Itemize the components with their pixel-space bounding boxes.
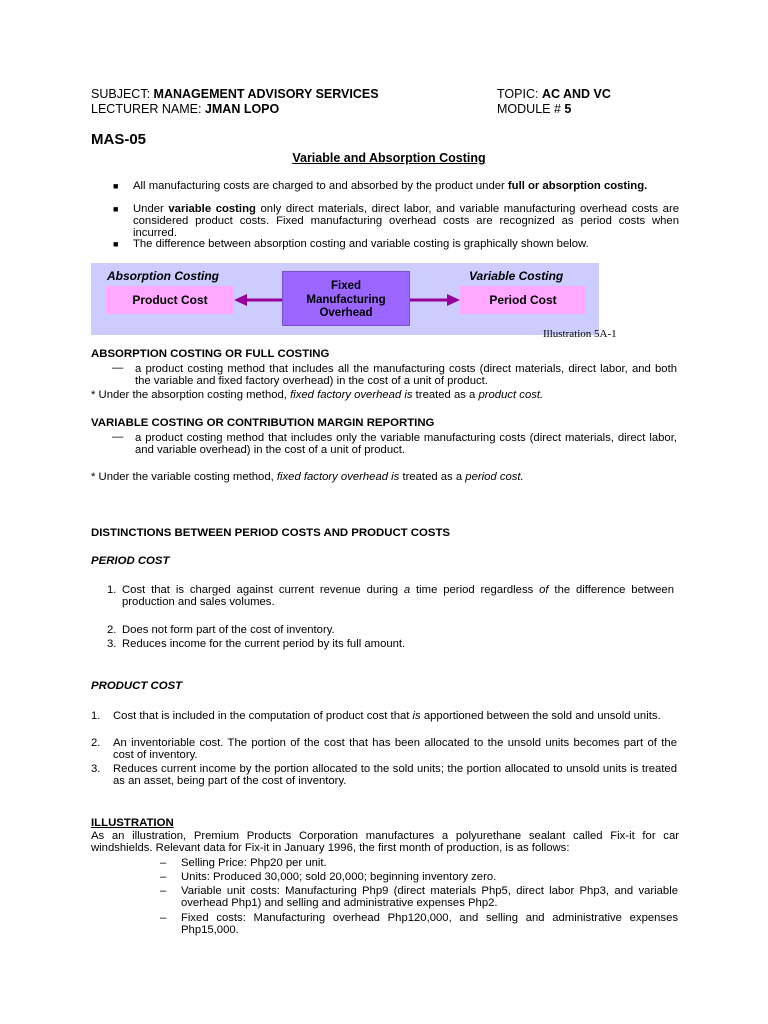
item-text: Cost that is charged against current revenue during [122,584,404,596]
note-italic: fixed factory overhead is [290,389,413,401]
variable-note [91,471,524,483]
lecturer-label: LECTURER NAME: [91,102,202,116]
variable-costing-label: Variable Costing [469,269,564,283]
list-item [160,912,678,936]
item-text: Fixed costs: Manufacturing overhead Php120,000, and selling and administrative expenses Php15,000. [181,912,678,936]
bullet-marker-icon: ■ [113,239,119,249]
list-item [91,763,677,787]
item-text: apportioned between the sold and unsold units. [420,710,661,722]
bullet-item [91,238,679,250]
note-italic: fixed factory overhead is [276,471,400,483]
subject-value: MANAGEMENT ADVISORY SERVICES [153,87,379,101]
subject-label: SUBJECT: [91,87,151,101]
distinctions-heading: DISTINCTIONS BETWEEN PERIOD COSTS AND PRODUCT COSTS [91,527,451,539]
list-dash: – [160,871,167,883]
absorption-definition: a product costing method that includes all the manufacturing costs (direct materials, direct labor, and both the variable and fixed factory overhead) in the cost of a unit of product. [135,363,677,387]
definition-dash: — [112,362,124,374]
fixed-line-1: Fixed [330,280,362,292]
period-cost-box: Period Cost [460,286,586,314]
list-item [107,624,674,636]
illustration-heading: ILLUSTRATION [91,817,174,829]
item-italic: a [403,584,411,596]
lecturer-value: JMAN LOPO [204,102,280,116]
list-item [160,871,678,883]
list-dash: – [160,857,167,869]
bullet-marker-icon: ■ [113,181,119,191]
list-number: 3. [91,763,101,775]
arrow-left-icon [234,294,282,306]
topic-value: AC AND VC [541,87,611,101]
subject-line [91,87,379,102]
note-text: * Under the variable costing method, [91,471,277,483]
module-line [497,102,571,117]
diagram-arrows [91,263,599,335]
page-title: Variable and Absorption Costing [292,151,486,165]
item-text: Cost that is included in the computation of product cost that [113,710,413,722]
bullet-text: All manufacturing costs are charged to and absorbed by the product under [133,180,508,192]
list-item [107,638,674,650]
bullet-emphasis: variable costing [168,203,256,215]
list-item [160,857,678,869]
absorption-heading: ABSORPTION COSTING OR FULL COSTING [91,348,330,360]
list-item [91,737,677,761]
list-dash: – [160,885,167,897]
bullet-item [91,180,679,192]
variable-definition: a product costing method that includes only the variable manufacturing costs (direct materials, direct labor, and variable overhead) in the cost of a unit of product. [135,432,677,456]
bullet-text: Under [133,203,169,215]
arrow-right-icon [410,294,460,306]
product-cost-heading: PRODUCT COST [91,680,183,692]
module-value: 5 [564,102,572,116]
absorption-costing-label: Absorption Costing [107,269,219,283]
bullet-emphasis: full or absorption costing. [507,180,648,192]
bullet-text: The difference between absorption costing and variable costing is graphically shown below. [133,238,589,250]
item-text: the difference between production and sales volumes. [122,584,675,608]
list-number: 2. [107,624,117,636]
list-dash: – [160,912,167,924]
list-number: 2. [91,737,101,749]
illustration-intro: As an illustration, Premium Products Corporation manufactures a polyurethane sealant called Fix-it for car windshields. Relevant data for Fix-it in January 1996, the first month of production, is as follows: [91,830,679,854]
note-italic: product cost. [478,389,544,401]
list-item [107,584,674,608]
note-text: treated as a [399,471,466,483]
product-cost-box: Product Cost [106,286,234,314]
list-number: 1. [107,584,117,596]
item-text: Units: Produced 30,000; sold 20,000; beginning inventory zero. [181,871,497,883]
absorption-note [91,389,543,401]
bullet-text: only direct materials, direct labor, and variable manufacturing overhead costs are considered product costs. Fixed manufacturing overhead costs are recognized as period costs when incurred. [133,203,679,239]
fixed-line-2: Manufacturing [306,293,386,306]
list-item [160,885,678,909]
definition-dash: — [112,431,124,443]
bullet-marker-icon: ■ [113,204,119,214]
topic-label: TOPIC: [497,87,539,101]
period-cost-heading: PERIOD COST [91,555,170,567]
topic-line [497,87,611,102]
variable-heading: VARIABLE COSTING OR CONTRIBUTION MARGIN REPORTING [91,417,435,429]
note-italic: period cost. [465,471,524,483]
item-text: Does not form part of the cost of inventory. [122,624,335,636]
item-italic: of [539,584,549,596]
item-text: Selling Price: Php20 per unit. [181,857,327,869]
module-label: MODULE # [497,102,561,116]
item-text: Reduces current income by the portion allocated to the sold units; the portion allocated to unsold units is treated as an asset, being part of the cost of inventory. [113,763,677,787]
list-number: 3. [107,638,117,650]
doc-code: MAS-05 [91,131,147,148]
note-text: * Under the absorption costing method, [91,389,291,401]
item-text: Reduces income for the current period by its full amount. [122,638,406,650]
lecturer-line [91,102,279,117]
bullet-item [91,203,679,239]
list-number: 1. [91,710,101,722]
item-text: Variable unit costs: Manufacturing Php9 (direct materials Php5, direct labor Php3, and variable overhead Php1) and selling and administrative expenses Php2. [181,885,678,909]
item-italic: is [412,710,421,722]
fixed-line-3: Overhead [319,307,373,319]
item-text: time period regardless [410,584,540,596]
list-item [91,710,677,722]
item-text: An inventoriable cost. The portion of the cost that has been allocated to the unsold units becomes part of the cost of inventory. [113,737,677,761]
costing-diagram [91,263,599,335]
note-text: treated as a [412,389,479,401]
illustration-caption: Illustration 5A-1 [543,328,617,340]
